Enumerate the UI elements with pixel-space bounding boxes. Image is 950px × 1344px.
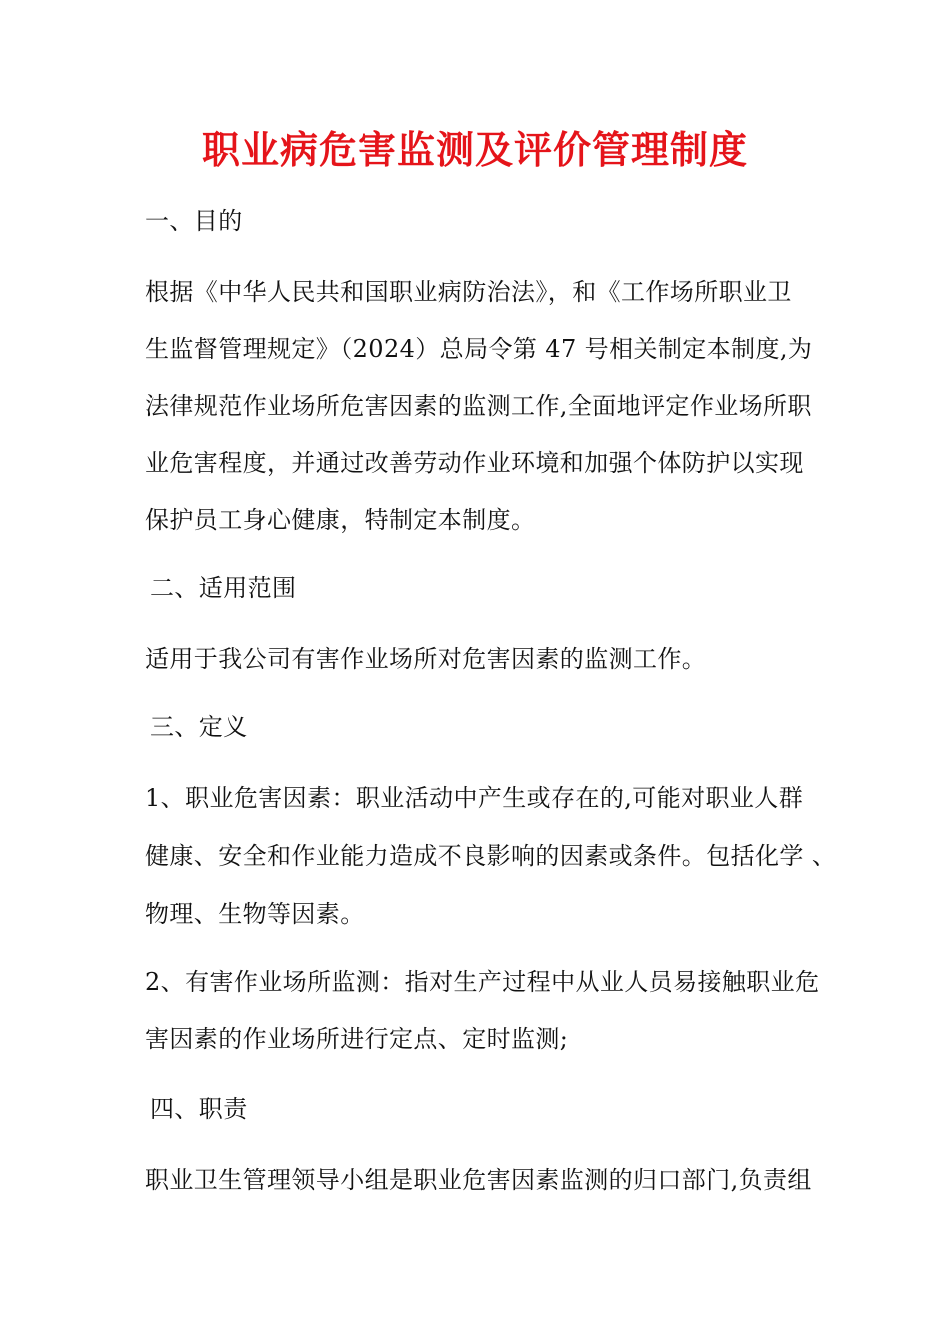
body-line: 物理、生物等因素。: [145, 900, 365, 928]
body-line: 适用于我公司有害作业场所对危害因素的监测工作。: [145, 645, 707, 673]
body-line: 健康、安全和作业能力造成不良影响的因素或条件。包括化学 、: [145, 842, 837, 870]
body-line: 害因素的作业场所进行定点、定时监测;: [145, 1025, 569, 1053]
body-line: 根据《中华人民共和国职业病防治法》，和《工作场所职业卫: [145, 278, 792, 306]
body-line: 保护员工身心健康，特制定本制度。: [145, 506, 536, 534]
body-line: 业危害程度，并通过改善劳动作业环境和加强个体防护以实现: [145, 449, 804, 477]
document-title: 职业病危害监测及评价管理制度: [201, 128, 748, 172]
body-line: 生监督管理规定》（2024）总局令第 47 号相关制定本制度,为: [145, 335, 813, 363]
section-heading-definitions: 三、定义: [150, 713, 248, 741]
section-heading-scope: 二、适用范围: [150, 574, 297, 602]
body-line: 2、有害作业场所监测：指对生产过程中从业人员易接触职业危: [145, 968, 820, 996]
section-heading-purpose: 一、目的: [145, 207, 243, 235]
body-line: 1、职业危害因素：职业活动中产生或存在的,可能对职业人群: [145, 784, 804, 812]
body-line: 职业卫生管理领导小组是职业危害因素监测的归口部门,负责组: [145, 1166, 812, 1194]
section-heading-responsibilities: 四、职责: [150, 1095, 248, 1123]
body-line: 法律规范作业场所危害因素的监测工作,全面地评定作业场所职: [145, 392, 812, 420]
